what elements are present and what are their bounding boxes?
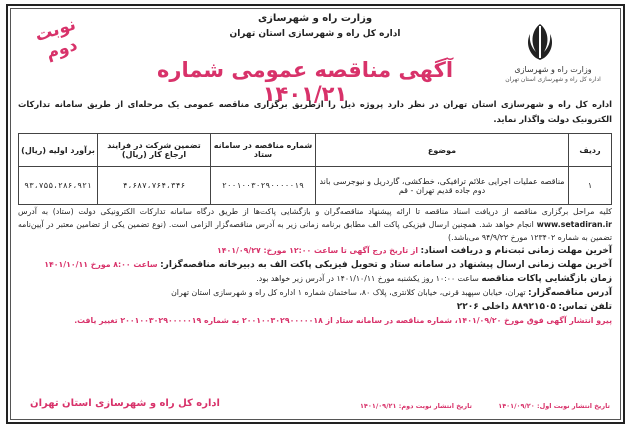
intro-paragraph: اداره کل راه و شهرسازی استان تهران در نظر دارد پروژه ذیل را ازطریق برگزاری مناقصه عمومی یک مرحله‌ای از طریق سامانه تدارکات الکترونیک دولت واگذار نماید. [18, 99, 612, 124]
setad-link[interactable]: www.setadiran.ir [536, 220, 613, 229]
first-pub-date: تاریخ انتشار نوبت اول: ۱۴۰۱/۰۹/۲۰ [498, 402, 610, 410]
cell-subject: مناقصه عملیات اجرایی علائم ترافیکی، خط‌کشی، گاردریل و نیوجرسی باند دوم جاده قدیم تهران - قم [316, 167, 569, 205]
cell-row: ۱ [569, 167, 612, 205]
submit-deadline: آخرین مهلت زمانی ارسال پیشنهاد در سامانه ستاد و تحویل فیزیکی پاکت الف به دبیرخانه مناقصه‌گزار: ساعت ۸:۰۰ مورخ ۱۴۰۱/۱۰/۱۱ [44, 260, 612, 270]
col-guarantee: تضمین شرکت در فرایند ارجاع کار (ریال) [98, 134, 211, 167]
docs-deadline: آخرین مهلت زمانی ثبت‌نام و دریافت اسناد: از تاریخ درج آگهی تا ساعت ۱۲:۰۰ مورخ: ۱۴۰۱/۰۹/۲۷ [216, 246, 612, 256]
table-header-row [19, 134, 612, 167]
col-estimate: برآورد اولیه (ریال) [19, 134, 98, 167]
conditions-paragraph: کلیه مراحل برگزاری مناقصه از دریافت اسناد مناقصه تا ارائه پیشنهاد مناقصه‌گران و بازگشایی پاکت‌ها از طریق درگاه سامانه تدارکات الکترونیکی دولت (ستاد) به آدرس www.setadiran.ir انجام خواهد شد. همچنین ارسال فیزیکی پاکت الف مطابق برنامه زمانی زیر به آدرس مناقصه‌گزار الزامی است. (نوع تضمین یکی از تضامین معتبر در آیین‌نامه تضمین به شماره ۱۲۳۴۰۲ مورخ ۹۴/۹/۲۲ می‌باشد.) [18, 207, 613, 242]
tender-table [18, 133, 612, 205]
col-subject: موضوع [316, 134, 569, 167]
signature: اداره کل راه و شهرسازی استان تهران [30, 398, 220, 409]
followup-note: پیرو انتشار آگهی فوق مورخ ۱۴۰۱/۰۹/۲۰، شماره مناقصه در سامانه ستاد از ۲۰۰۱۰۰۳۰۲۹۰۰۰۰۰۱۸ به شماره ۲۰۰۱۰۰۳۰۲۹۰۰۰۰۰۱۹ تغییر یافت. [74, 316, 612, 325]
round-stamp: نوبت دوم [32, 14, 80, 64]
opening-time: زمان بازگشایی پاکات مناقصه ساعت ۱۰:۰۰ روز یکشنبه مورخ ۱۴۰۱/۱۰/۱۱ در آدرس زیر خواهد بود. [256, 274, 612, 284]
tenderer-address: آدرس مناقصه‌گزار: تهران، خیابان سپهبد قرنی، خیابان کلانتری، پلاک ۸۰، ساختمان شماره ۱ اداره کل راه و شهرسازی استان تهران [171, 288, 612, 298]
table-row [19, 167, 612, 205]
cell-estimate: ۹۳،۷۵۵،۲۸۶،۹۲۱ [19, 167, 98, 205]
cell-guarantee: ۴،۶۸۷،۷۶۴،۳۴۶ [98, 167, 211, 205]
publication-dates [250, 402, 610, 410]
iran-emblem-icon [520, 20, 560, 64]
notice-body [18, 205, 612, 327]
ministry-name: وزارت راه و شهرسازی [257, 13, 373, 24]
second-pub-date: تاریخ انتشار نوبت دوم: ۱۴۰۱/۰۹/۲۱ [359, 402, 472, 410]
cell-tender-no: ۲۰۰۱۰۰۳۰۲۹۰۰۰۰۰۱۹ [211, 167, 316, 205]
logo-text: وزارت راه و شهرسازی [514, 65, 592, 74]
department-name: اداره کل راه و شهرسازی استان تهران [229, 29, 401, 39]
contact-phone: تلفن تماس: ۸۸۹۲۱۵۰۵ داخلی ۲۲۰۶ [456, 302, 612, 312]
logo-subtext: اداره کل راه و شهرسازی استان تهران [505, 76, 601, 83]
col-tender-no: شماره مناقصه در سامانه ستاد [211, 134, 316, 167]
col-row: ردیف [569, 134, 612, 167]
page-title: آگهی مناقصه عمومی شماره ۱۴۰۱/۲۱ [156, 58, 454, 106]
